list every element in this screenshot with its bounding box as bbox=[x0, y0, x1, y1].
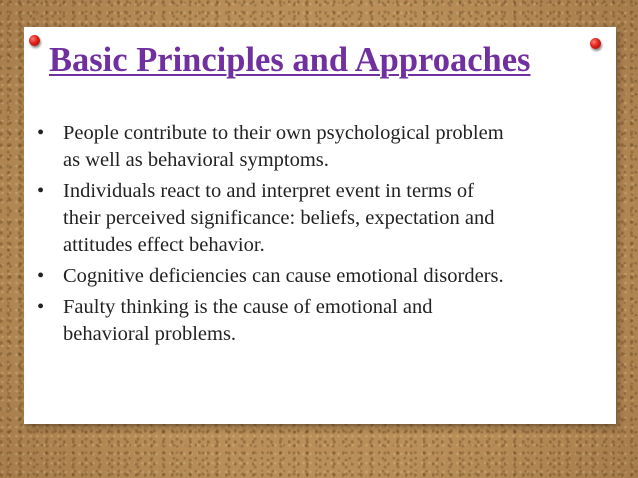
bullet-item bbox=[37, 294, 607, 348]
pushpin-right-icon bbox=[590, 38, 601, 49]
bullet-icon: • bbox=[37, 122, 45, 144]
bullet-text-line: behavioral problems. bbox=[63, 323, 237, 345]
bullet-item bbox=[37, 178, 607, 259]
bullet-list bbox=[37, 120, 607, 352]
bullet-item bbox=[37, 120, 607, 174]
bullet-text-line: Individuals react to and interpret event in terms of bbox=[63, 180, 475, 202]
bullet-text-line: Cognitive deficiencies can cause emotional disorders. bbox=[63, 265, 504, 287]
pushpin-left-icon bbox=[29, 35, 40, 46]
bullet-text-line: their perceived significance: beliefs, expectation and bbox=[63, 207, 495, 229]
bullet-icon: • bbox=[37, 180, 45, 202]
slide-title: Basic Principles and Approaches bbox=[49, 41, 531, 79]
bullet-text-line: Faulty thinking is the cause of emotional and bbox=[63, 296, 433, 318]
bullet-icon: • bbox=[37, 296, 45, 318]
bullet-icon: • bbox=[37, 265, 45, 287]
bullet-item bbox=[37, 263, 607, 290]
bullet-text-line: attitudes effect behavior. bbox=[63, 234, 265, 256]
bullet-text-line: as well as behavioral symptoms. bbox=[63, 149, 329, 171]
bullet-text-line: People contribute to their own psychological problem bbox=[63, 122, 504, 144]
